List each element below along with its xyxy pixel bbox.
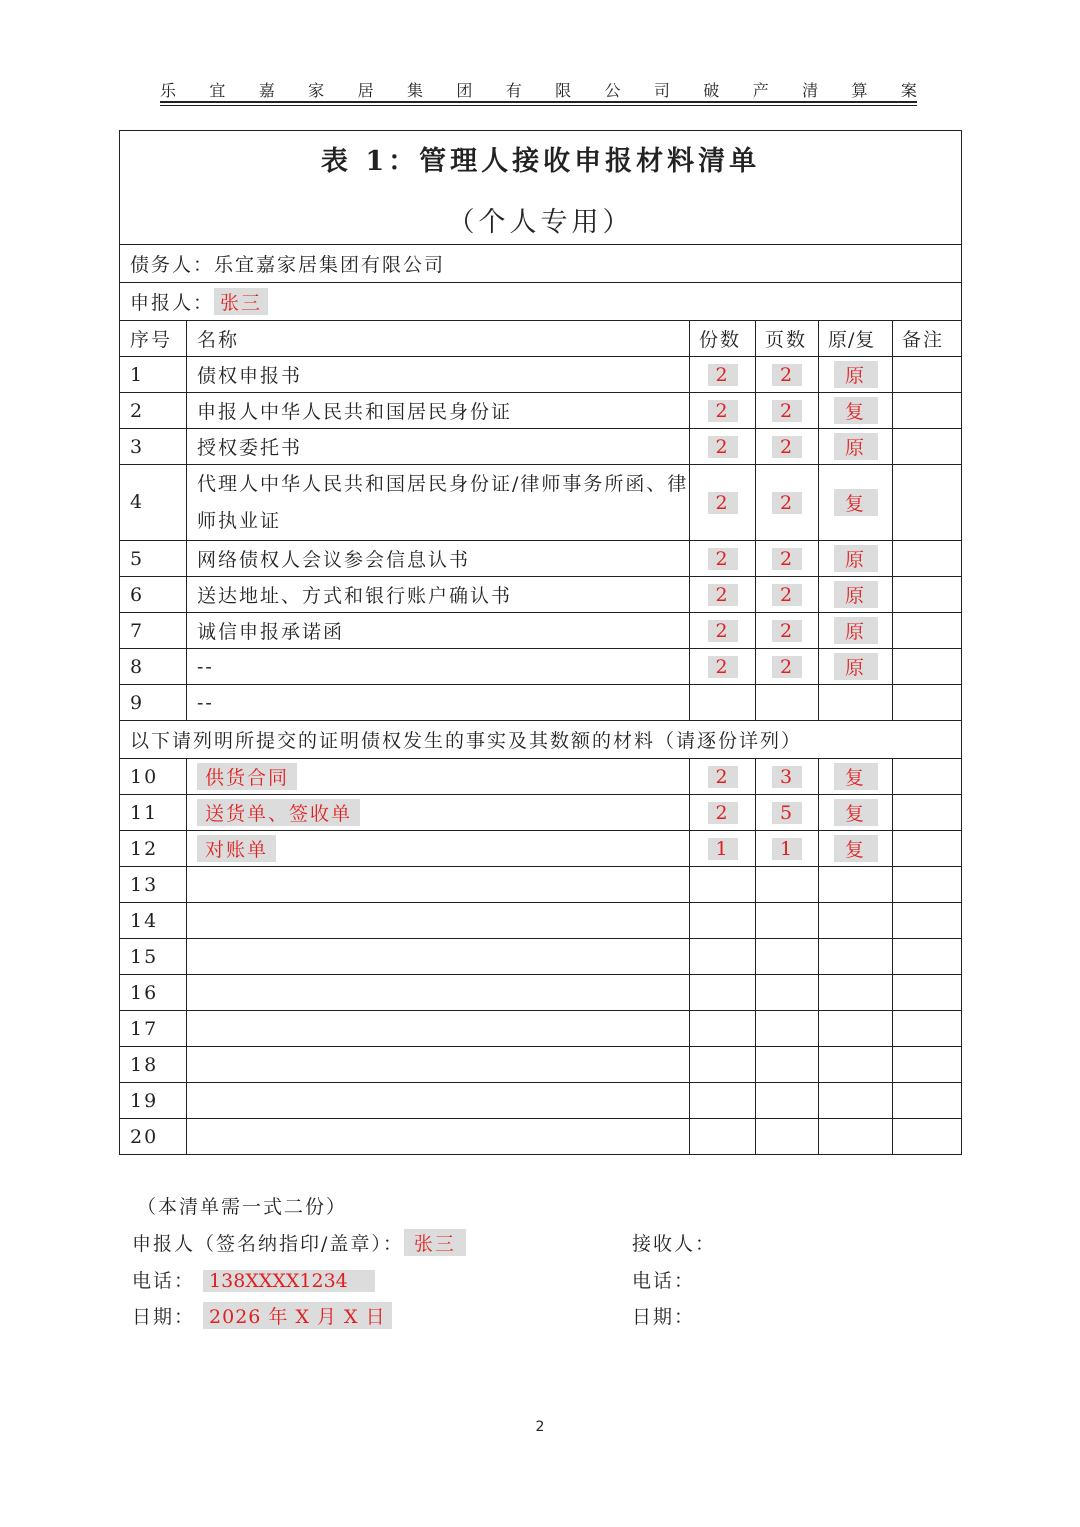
table-row xyxy=(120,1083,962,1119)
row-pages xyxy=(756,357,819,393)
row-name: 诚信申报承诺函 xyxy=(187,613,690,649)
row-no: 1 xyxy=(120,357,187,393)
row-pages xyxy=(756,577,819,613)
row-remark xyxy=(893,685,962,721)
evidence-name-field[interactable]: 供货合同 xyxy=(197,763,297,790)
row-copies[interactable] xyxy=(690,1119,756,1155)
receiver-date-label: 日期： xyxy=(632,1306,696,1328)
row-no: 14 xyxy=(120,903,187,939)
row-pages xyxy=(756,795,819,831)
row-orig[interactable] xyxy=(819,903,893,939)
row-copies[interactable] xyxy=(690,1083,756,1119)
row-pages[interactable] xyxy=(756,1083,819,1119)
row-remark xyxy=(893,831,962,867)
evidence-name-field[interactable]: 对账单 xyxy=(197,835,276,862)
table-row xyxy=(120,975,962,1011)
copies-field[interactable]: 2 xyxy=(708,656,738,678)
row-copies xyxy=(690,759,756,795)
row-remark[interactable] xyxy=(893,867,962,903)
signer-line xyxy=(132,1229,466,1256)
row-no: 4 xyxy=(120,465,187,541)
applicant-row xyxy=(120,283,962,321)
row-pages[interactable] xyxy=(756,867,819,903)
copies-field[interactable]: 2 xyxy=(708,400,738,422)
row-pages xyxy=(756,393,819,429)
table-row xyxy=(120,613,962,649)
row-name: 代理人中华人民共和国居民身份证/律师事务所函、律师执业证 xyxy=(187,465,690,541)
row-remark xyxy=(893,393,962,429)
orig-field[interactable]: 复 xyxy=(834,489,878,516)
header-char: 居 xyxy=(357,81,374,100)
evidence-name-field[interactable]: 送货单、签收单 xyxy=(197,799,360,826)
row-name[interactable] xyxy=(187,975,690,1011)
copies-field[interactable]: 2 xyxy=(708,364,738,386)
date-label: 日期： xyxy=(132,1306,196,1328)
applicant-label: 申报人： xyxy=(130,292,215,314)
row-name: 申报人中华人民共和国居民身份证 xyxy=(187,393,690,429)
row-name xyxy=(187,795,690,831)
col-pages: 页数 xyxy=(756,321,819,357)
row-orig xyxy=(819,541,893,577)
table-title-cell xyxy=(120,131,962,245)
pages-field[interactable]: 2 xyxy=(772,492,802,514)
table-row xyxy=(120,939,962,975)
row-copies xyxy=(690,685,756,721)
orig-field[interactable]: 原 xyxy=(834,433,878,460)
row-name: 网络债权人会议参会信息认书 xyxy=(187,541,690,577)
applicant-name-field[interactable]: 张三 xyxy=(214,288,268,315)
row-name[interactable] xyxy=(187,1083,690,1119)
page-number: 2 xyxy=(535,1419,545,1435)
row-copies xyxy=(690,795,756,831)
orig-field[interactable]: 原 xyxy=(834,361,878,388)
date-line xyxy=(132,1302,392,1329)
table-row xyxy=(120,685,962,721)
header-char: 限 xyxy=(555,81,572,100)
row-no: 13 xyxy=(120,867,187,903)
row-remark[interactable] xyxy=(893,939,962,975)
row-pages xyxy=(756,465,819,541)
row-no: 19 xyxy=(120,1083,187,1119)
table-row xyxy=(120,649,962,685)
row-name: 送达地址、方式和银行账户确认书 xyxy=(187,577,690,613)
pages-field[interactable]: 2 xyxy=(772,548,802,570)
row-pages xyxy=(756,685,819,721)
header-char: 司 xyxy=(653,81,670,100)
header-char: 公 xyxy=(604,81,621,100)
table-row xyxy=(120,393,962,429)
row-pages[interactable] xyxy=(756,975,819,1011)
row-remark xyxy=(893,759,962,795)
row-pages[interactable] xyxy=(756,1011,819,1047)
row-orig[interactable] xyxy=(819,975,893,1011)
table-row xyxy=(120,357,962,393)
row-copies xyxy=(690,541,756,577)
pages-field[interactable]: 2 xyxy=(772,400,802,422)
col-orig: 原/复 xyxy=(819,321,893,357)
row-copies[interactable] xyxy=(690,867,756,903)
header-char: 宜 xyxy=(209,81,226,100)
row-no: 17 xyxy=(120,1011,187,1047)
row-name xyxy=(187,831,690,867)
row-copies xyxy=(690,649,756,685)
table-row xyxy=(120,903,962,939)
signer-name-field[interactable]: 张三 xyxy=(404,1229,466,1256)
phone-label: 电话： xyxy=(132,1270,196,1292)
copies-field[interactable]: 2 xyxy=(708,548,738,570)
table-row xyxy=(120,867,962,903)
pages-field[interactable]: 2 xyxy=(772,436,802,458)
row-remark xyxy=(893,465,962,541)
row-pages[interactable] xyxy=(756,1119,819,1155)
debtor-row: 债务人：乐宜嘉家居集团有限公司 xyxy=(120,245,962,283)
row-remark xyxy=(893,649,962,685)
row-copies xyxy=(690,393,756,429)
table-row xyxy=(120,541,962,577)
table-row xyxy=(120,831,962,867)
row-name[interactable] xyxy=(187,903,690,939)
copies-note: （本清单需一式二份） xyxy=(137,1196,348,1218)
row-pages[interactable] xyxy=(756,939,819,975)
copies-field[interactable]: 2 xyxy=(708,802,738,824)
orig-field[interactable]: 原 xyxy=(834,653,878,680)
pages-field[interactable]: 2 xyxy=(772,364,802,386)
header-rule-thick xyxy=(160,101,917,103)
row-no: 20 xyxy=(120,1119,187,1155)
row-pages xyxy=(756,613,819,649)
row-orig xyxy=(819,759,893,795)
orig-field[interactable]: 复 xyxy=(834,835,878,862)
row-name[interactable] xyxy=(187,1011,690,1047)
row-no: 16 xyxy=(120,975,187,1011)
row-remark[interactable] xyxy=(893,1083,962,1119)
col-name: 名称 xyxy=(187,321,690,357)
receiver-phone-label: 电话： xyxy=(632,1270,696,1292)
copies-field[interactable]: 2 xyxy=(708,584,738,606)
table-row xyxy=(120,577,962,613)
row-copies[interactable] xyxy=(690,975,756,1011)
row-no: 8 xyxy=(120,649,187,685)
row-no: 2 xyxy=(120,393,187,429)
table-row xyxy=(120,1011,962,1047)
row-no: 10 xyxy=(120,759,187,795)
row-name xyxy=(187,759,690,795)
row-orig xyxy=(819,393,893,429)
row-no: 9 xyxy=(120,685,187,721)
table-title: 表 1：管理人接收申报材料清单 xyxy=(320,145,761,177)
orig-field[interactable]: 原 xyxy=(834,617,878,644)
row-orig[interactable] xyxy=(819,1119,893,1155)
row-orig xyxy=(819,357,893,393)
copies-field[interactable]: 1 xyxy=(708,838,738,860)
orig-field[interactable]: 复 xyxy=(834,763,878,790)
row-copies xyxy=(690,357,756,393)
row-copies xyxy=(690,429,756,465)
pages-field[interactable]: 1 xyxy=(772,838,802,860)
col-no: 序号 xyxy=(120,321,187,357)
row-orig xyxy=(819,685,893,721)
signer-label: 申报人（签名纳指印/盖章）： xyxy=(132,1233,404,1255)
materials-table xyxy=(119,130,962,1155)
pages-field[interactable]: 3 xyxy=(772,766,802,788)
header-char: 团 xyxy=(456,81,473,100)
row-remark[interactable] xyxy=(893,1119,962,1155)
row-pages xyxy=(756,831,819,867)
table-row xyxy=(120,465,962,541)
row-name[interactable] xyxy=(187,939,690,975)
row-orig xyxy=(819,429,893,465)
orig-field[interactable]: 原 xyxy=(834,545,878,572)
row-remark[interactable] xyxy=(893,1047,962,1083)
row-remark xyxy=(893,613,962,649)
copies-field[interactable]: 2 xyxy=(708,620,738,642)
evidence-section-header: 以下请列明所提交的证明债权发生的事实及其数额的材料（请逐份详列） xyxy=(120,721,962,759)
row-pages xyxy=(756,759,819,795)
row-remark xyxy=(893,577,962,613)
orig-field[interactable]: 复 xyxy=(834,799,878,826)
row-orig xyxy=(819,613,893,649)
header-char: 乐 xyxy=(160,81,177,100)
row-remark[interactable] xyxy=(893,903,962,939)
row-orig xyxy=(819,795,893,831)
row-remark[interactable] xyxy=(893,975,962,1011)
table-row xyxy=(120,795,962,831)
row-remark[interactable] xyxy=(893,1011,962,1047)
orig-field[interactable]: 原 xyxy=(834,581,878,608)
row-no: 5 xyxy=(120,541,187,577)
column-header-row xyxy=(120,321,962,357)
phone-field[interactable]: 138XXXX1234 xyxy=(203,1270,375,1292)
pages-field[interactable]: 2 xyxy=(772,584,802,606)
table-subtitle: （个人专用） xyxy=(447,206,634,238)
row-name[interactable] xyxy=(187,867,690,903)
header-char: 嘉 xyxy=(258,81,275,100)
row-no: 6 xyxy=(120,577,187,613)
header-char: 有 xyxy=(505,81,522,100)
row-copies xyxy=(690,831,756,867)
table-row xyxy=(120,759,962,795)
row-copies xyxy=(690,613,756,649)
header-char: 集 xyxy=(406,81,423,100)
pages-field[interactable]: 2 xyxy=(772,656,802,678)
copies-field[interactable]: 2 xyxy=(708,492,738,514)
row-name: 授权委托书 xyxy=(187,429,690,465)
row-name[interactable] xyxy=(187,1119,690,1155)
row-orig[interactable] xyxy=(819,867,893,903)
pages-field[interactable]: 2 xyxy=(772,620,802,642)
copies-field[interactable]: 2 xyxy=(708,766,738,788)
row-remark xyxy=(893,357,962,393)
header-char: 产 xyxy=(752,81,769,100)
row-orig[interactable] xyxy=(819,1083,893,1119)
row-orig xyxy=(819,649,893,685)
row-orig[interactable] xyxy=(819,1047,893,1083)
col-copies: 份数 xyxy=(690,321,756,357)
row-pages[interactable] xyxy=(756,1047,819,1083)
header-char: 破 xyxy=(703,81,720,100)
header-char: 算 xyxy=(851,81,868,100)
row-remark xyxy=(893,429,962,465)
row-pages[interactable] xyxy=(756,903,819,939)
row-orig xyxy=(819,465,893,541)
row-no: 12 xyxy=(120,831,187,867)
row-pages xyxy=(756,649,819,685)
row-no: 15 xyxy=(120,939,187,975)
col-remark: 备注 xyxy=(893,321,962,357)
row-remark xyxy=(893,795,962,831)
row-no: 18 xyxy=(120,1047,187,1083)
row-orig[interactable] xyxy=(819,1011,893,1047)
row-pages xyxy=(756,429,819,465)
receiver-label: 接收人： xyxy=(632,1233,717,1255)
row-copies[interactable] xyxy=(690,1011,756,1047)
row-no: 7 xyxy=(120,613,187,649)
row-copies xyxy=(690,465,756,541)
row-remark xyxy=(893,541,962,577)
table-row xyxy=(120,1119,962,1155)
header-rule-thin xyxy=(160,105,917,106)
header-char: 案 xyxy=(900,81,917,100)
row-copies[interactable] xyxy=(690,939,756,975)
row-no: 3 xyxy=(120,429,187,465)
pages-field[interactable]: 5 xyxy=(772,802,802,824)
row-pages xyxy=(756,541,819,577)
copies-field[interactable]: 2 xyxy=(708,436,738,458)
row-orig xyxy=(819,831,893,867)
header-char: 清 xyxy=(802,81,819,100)
phone-line xyxy=(132,1266,375,1293)
table-row xyxy=(120,1047,962,1083)
table-row xyxy=(120,429,962,465)
row-name: -- xyxy=(187,649,690,685)
row-name[interactable] xyxy=(187,1047,690,1083)
row-copies[interactable] xyxy=(690,903,756,939)
row-name: -- xyxy=(187,685,690,721)
row-copies[interactable] xyxy=(690,1047,756,1083)
running-header xyxy=(160,78,917,100)
date-field[interactable]: 2026 年 X 月 X 日 xyxy=(203,1302,392,1329)
row-name: 债权申报书 xyxy=(187,357,690,393)
orig-field[interactable]: 复 xyxy=(834,397,878,424)
row-orig[interactable] xyxy=(819,939,893,975)
row-copies xyxy=(690,577,756,613)
header-char: 家 xyxy=(308,81,325,100)
row-orig xyxy=(819,577,893,613)
row-no: 11 xyxy=(120,795,187,831)
